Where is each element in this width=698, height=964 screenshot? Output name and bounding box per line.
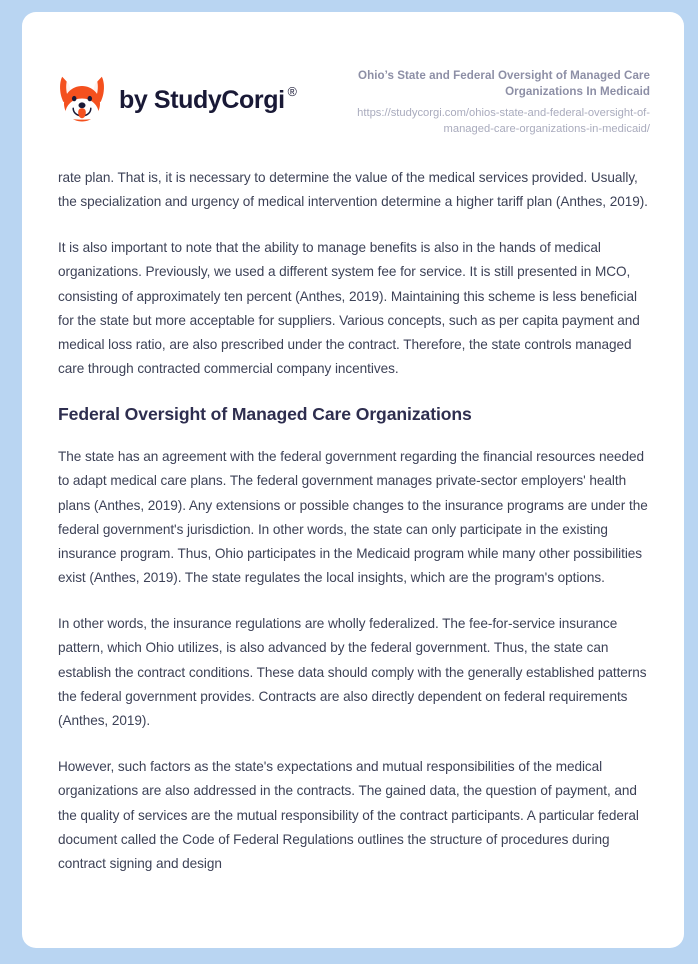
document-source-url[interactable]: https://studycorgi.com/ohios-state-and-federal-oversight-of-managed-care-organizations-in-medicaid/	[357, 106, 650, 135]
document-sheet	[22, 12, 684, 948]
brand-wordmark-text: by StudyCorgi	[119, 85, 285, 114]
document-meta	[320, 62, 650, 138]
paragraph-federalized-regulations: In other words, the insurance regulations are wholly federalized. The fee-for-service insurance pattern, which Ohio utilizes, is also advanced by the federal government. Thus, the state can establish the contract conditions. These data should comply with the generally established patterns the federal government provides. Contracts are also directly dependent on federal requirements (Anthes, 2019).	[58, 616, 647, 729]
section-heading-federal-oversight: Federal Oversight of Managed Care Organizations	[58, 404, 472, 425]
paragraph-mutual-responsibilities: However, such factors as the state's expectations and mutual responsibilities of the medical organizations are also addressed in the contracts. The gained data, the question of payment, and the quality of services are the mutual responsibility of the contract participants. A particular federal document called the Code of Federal Regulations outlines the structure of procedures during contract signing and design	[58, 759, 639, 871]
document-title: Ohio’s State and Federal Oversight of Managed Care Organizations In Medicaid	[358, 69, 650, 98]
paragraph-manage-benefits: It is also important to note that the ability to manage benefits is also in the hands of medical organizations. Previously, we used a different system fee for service. It is still presented in MCO, consisting of approximately ten percent (Anthes, 2019). Maintaining this scheme is less beneficial for the state but more acceptable for suppliers. Various concepts, such as per capita payment and medical loss ratio, are also prescribed under the contract. Therefore, the state controls managed care through contracted commercial company incentives.	[58, 240, 640, 377]
page-header	[22, 12, 684, 138]
corgi-face-icon	[58, 74, 106, 126]
brand-wordmark	[119, 84, 297, 114]
registered-trademark-icon: ®	[287, 84, 297, 99]
paragraph-rate-plan: rate plan. That is, it is necessary to determine the value of the medical services provided. Usually, the specialization and urgency of medical intervention determine a higher tariff plan (Anthes, 2019).	[58, 169, 648, 209]
document-body	[22, 138, 684, 876]
paragraph-state-agreement: The state has an agreement with the federal government regarding the financial resources needed to adapt medical care plans. The federal government manages private-sector employers' health plans (Anthes, 2019). Any extensions or possible changes to the insurance programs are under the federal government's jurisdiction. In other words, the state can only participate in the existing insurance program. Thus, Ohio participates in the Medicaid program while many other possibilities exist (Anthes, 2019). The state regulates the local insights, which are the program's options.	[58, 449, 648, 586]
brand-lockup[interactable]	[58, 62, 297, 126]
